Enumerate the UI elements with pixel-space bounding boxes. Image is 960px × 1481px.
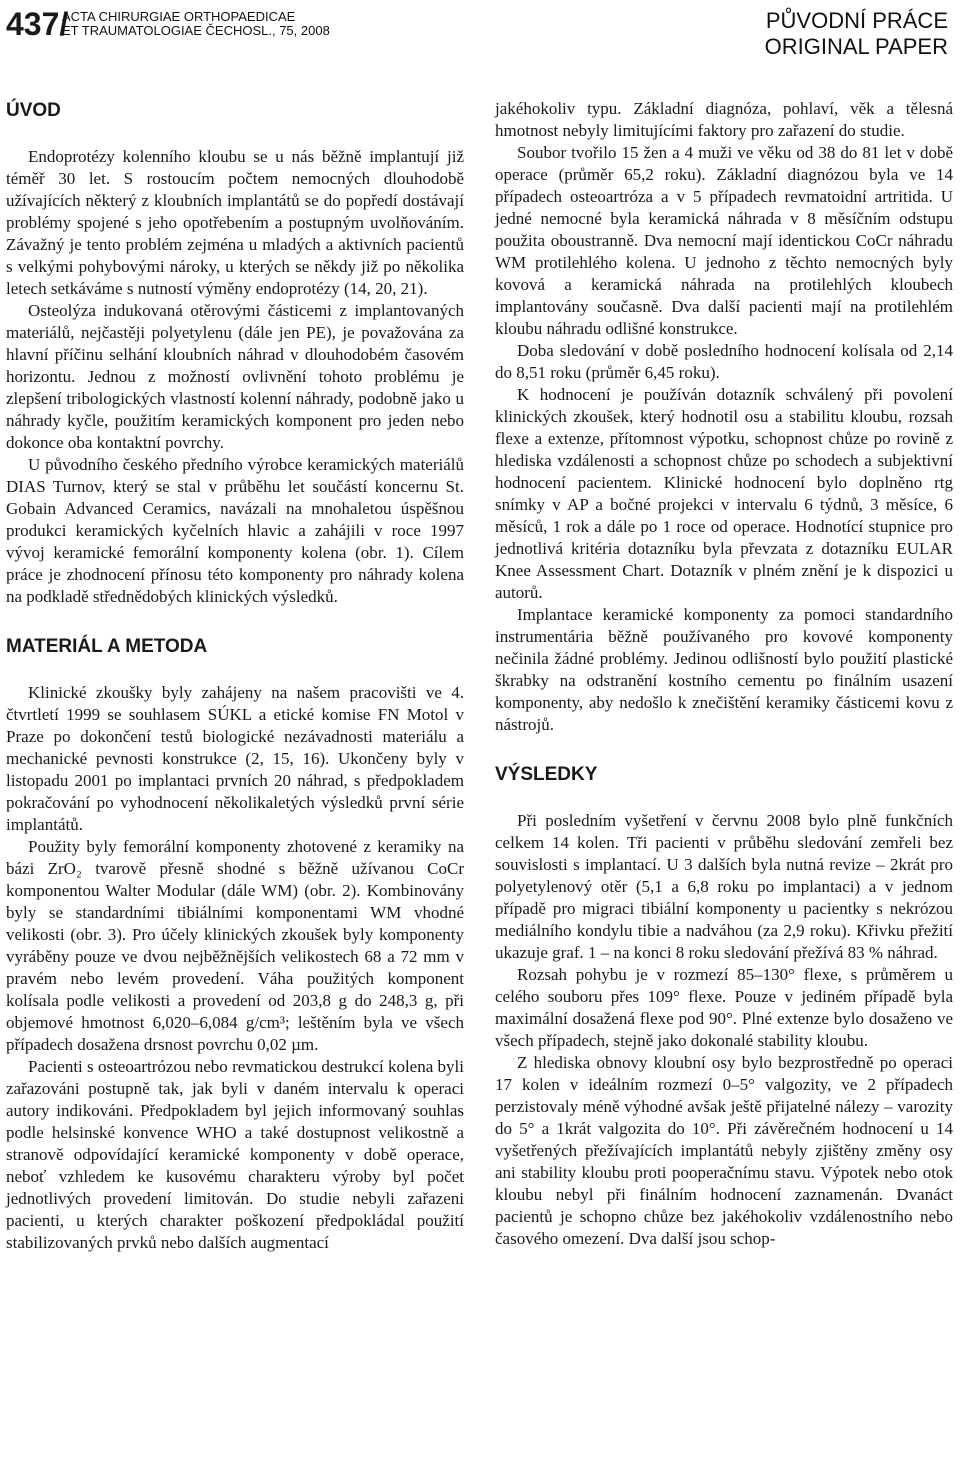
heading-results: VÝSLEDKY (495, 764, 598, 785)
methods-paragraph: Použity byly femorální komponenty zhotovené z keramiky na bázi ZrO₂ tvarově přesně shodné s běžně užívanou CoCr komponentou Walter Modular (dále WM) (obr. 2). Kombinovány byly se standardními tibiálními komponentami WM vhodné velikosti (obr. 3). Pro účely klinických zkoušek byly komponenty vyráběny pouze ve dvou nejběžnějších velikostech 68 a 72 mm v pravém nebo levém provedení. Váha použitých komponent kolísala podle velikosti a provedení od 203,8 g do 248,3 g, při objemové hmotnost 6,020–6,084 g/cm³; leštěním byla ve všech případech dosažena drsnost povrchu 0,02 µm. (6, 837, 464, 1054)
heading-intro: ÚVOD (6, 100, 61, 121)
journal-name (62, 10, 330, 38)
article-type (765, 8, 948, 60)
intro-paragraph: U původního českého předního výrobce keramických materiálů DIAS Turnov, který se stal v průběhu let součástí koncernu St. Gobain Advanced Ceramics, navázali na mnohaletou úspěšnou produkci keramických kyčelních hlavic a zahájili v roce 1997 vývoj keramické femorální komponenty kolena (obr. 1). Cílem práce je zhodnocení přínosu této komponenty pro náhrady kolena na podkladě střednědobých klinických výsledků. (6, 455, 464, 606)
article-type-czech: PŮVODNÍ PRÁCE (765, 8, 948, 33)
page-number: 437/ (6, 6, 69, 42)
heading-methods: MATERIÁL A METODA (6, 636, 208, 657)
methods-continued-paragraph: Doba sledování v době posledního hodnocení kolísala od 2,14 do 8,51 roku (průměr 6,45 roku). (495, 341, 953, 382)
methods-continued-paragraph: Implantace keramické komponenty za pomoci standardního instrumentária běžně používaného pro kovové komponenty nečinila žádné problémy. Jedinou odlišností bylo použití plastické škrabky na odstranění kostního cementu po finálním usazení komponenty, aby nedošlo k znečištění keramiky částicemi kovu z nástrojů. (495, 605, 953, 734)
results-paragraph: Při posledním vyšetření v červnu 2008 bylo plně funkčních celkem 14 kolen. Tři pacienti v průběhu sledování zemřeli bez souvislosti s implantací. U 3 dalších byla nutná revize – 2krát pro polyetylenový otěr (5,1 a 6,8 roku po implantaci) a v jednom případě pro migraci tibiální komponenty u pacientky s nekrózou mediálního kondylu tibie a nadváhou (za 2,9 roku). Křivku přežití ukazuje graf. 1 – na konci 8 roku sledování přežívá 83 % náhrad. (495, 811, 953, 962)
article-type-english: ORIGINAL PAPER (764, 34, 948, 59)
methods-continued-paragraph: jakéhokoliv typu. Základní diagnóza, pohlaví, věk a tělesná hmotnost nebyly limitujícími faktory pro zařazení do studie. (495, 99, 953, 140)
methods-paragraph: Pacienti s osteoartrózou nebo revmatickou destrukcí kolena byli zařazováni postupně tak, jak byli v daném intervalu k operaci autory indikováni. Předpokladem byl jejich informovaný souhlas podle helsinské konvence WHO a také dostupnost velikostně a stranově odpovídající keramické komponenty v době operace, neboť vzhledem ke kusovému charakteru výroby byl počet jednotlivých provedení limitován. Do studie nebyli zařazeni pacienti, u kterých charakter poškození předpokládal použití stabilizovaných prvků nebo dalších augmentací (6, 1057, 464, 1252)
methods-continued-paragraph: K hodnocení je používán dotazník schválený při povolení klinických zkoušek, který hodnotil osu a stabilitu kloubu, rozsah flexe a extenze, přítomnost výpotku, schopnost chůze po rovině z hlediska vzdálenosti a schopnost chůze po schodech a subjektivní hodnocení pacientem. Klinické hodnocení bylo doplněno rtg snímky v AP a bočné projekci v intervalu 6 týdnů, 3 měsíce, 6 měsíců, 1 rok a dále po 1 roce od operace. Hodnotící stupnice pro jednotlivá kritéria dotazníku byla převzata z dotazníku EULAR Knee Assessment Chart. Dotazník v plném znění je k dispozici u autorů. (495, 385, 953, 602)
right-column (495, 98, 953, 1250)
methods-paragraph: Klinické zkoušky byly zahájeny na našem pracovišti ve 4. čtvrtletí 1999 se souhlasem SÚKL a etické komise FN Motol v Praze po dokončení testů biologické nezávadnosti materiálu a mechanické pevnosti konstrukce (2, 15, 16). Ukončeny byly v listopadu 2001 po implantaci prvních 20 náhrad, s předpokladem pokračování po vyhodnocení několikaletých výsledků první série implantátů. (6, 683, 464, 834)
methods-continued-paragraph: Soubor tvořilo 15 žen a 4 muži ve věku od 38 do 81 let v době operace (průměr 65,2 roku). Základní diagnózou byla ve 14 případech osteoartróza a v 5 případech revmatoidní artritida. U jedné nemocné byla keramická náhrada v 8 měsíčním odstupu použita oboustranně. Dva nemocní mají identickou CoCr náhradu WM protilehlého kolena. U jednoho z těchto nemocných byly kovová a keramická náhrada na protilehlých kloubech implantovány současně. Dva další pacienti mají na protilehlém kloubu náhradu odlišné konstrukce. (495, 143, 953, 338)
results-paragraph: Z hlediska obnovy kloubní osy bylo bezprostředně po operaci 17 kolen v ideálním rozmezí 0–5° valgozity, ve 2 případech perzistovaly méně výhodné avšak ještě přijatelné nálezy – varozity do 5° a 1krát valgozita do 10°. Při závěrečném hodnocení u 14 vyšetřených přežívajících implantátů nebyly zjištěny změny osy ani stability kloubu proti pooperačnímu stavu. Výpotek nebo otok kloubu nebyl při finálním hodnocení zaznamenán. Dvanáct pacientů je schopno chůze bez jakéhokoliv vzdálenostního nebo časového omezení. Dva další jsou schop- (495, 1053, 953, 1248)
page-header (0, 0, 960, 70)
journal-name-line1: ACTA CHIRURGIAE ORTHOPAEDICAE (62, 9, 296, 24)
journal-name-line2: ET TRAUMATOLOGIAE ČECHOSL., 75, 2008 (62, 23, 330, 38)
results-paragraph: Rozsah pohybu je v rozmezí 85–130° flexe, s průměrem u celého souboru přes 109° flexe. Pouze v jediném případě byla maximální dosažená flexe pod 90°. Plné extenze bylo dosaženo ve všech případech, stejně jako dokonalé stability kloubu. (495, 965, 953, 1050)
intro-paragraph: Endoprotézy kolenního kloubu se u nás běžně implantují již téměř 30 let. S rostoucím počtem nemocných dlouhodobě užívajících některý z kloubních implantátů se do popředí dostávají problémy spojené s jeho opotřebením a postupným uvolňováním. Závažný je tento problém zejména u mladých a aktivních pacientů s velkými pohybovými nároky, u kterých se někdy již po několika letech setkáváme s nutností výměny endoprotézy (14, 20, 21). (6, 147, 464, 298)
intro-paragraph: Osteolýza indukovaná otěrovými částicemi z implantovaných materiálů, nejčastěji polyetylenu (dále jen PE), je považována za hlavní příčinu selhání kloubních náhrad v dlouhodobém časovém horizontu. Jednou z možností ovlivnění tohoto problému je zlepšení tribologických vlastností kolenní náhrady, podobně jako u náhrady kyčle, použitím keramických komponent pro jeden nebo dokonce oba kontaktní povrchy. (6, 301, 464, 452)
left-column (6, 80, 464, 1254)
